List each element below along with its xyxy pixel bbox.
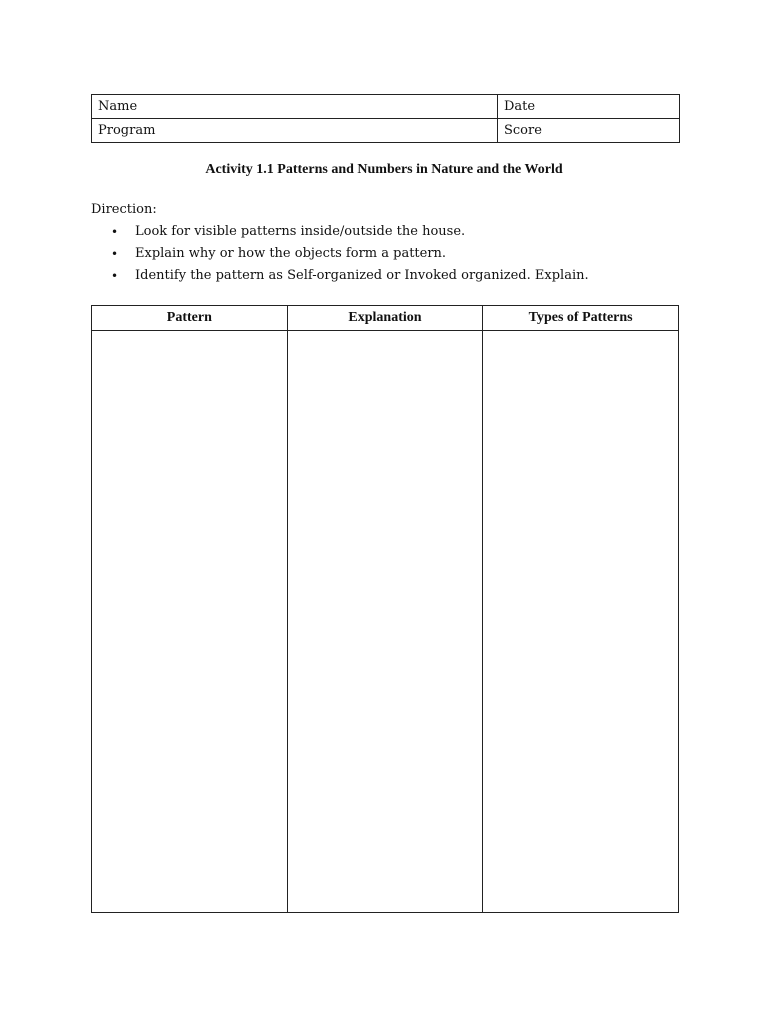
direction-item bbox=[91, 268, 589, 290]
info-row bbox=[92, 119, 680, 143]
direction-item-text: Identify the pattern as Self-organized or Invoked organized. Explain. bbox=[135, 268, 589, 283]
column-header-pattern: Pattern bbox=[92, 306, 288, 331]
explanation-cell[interactable] bbox=[287, 331, 483, 913]
direction-label: Direction: bbox=[91, 202, 157, 217]
direction-item-text: Explain why or how the objects form a pattern. bbox=[135, 246, 447, 261]
table-header-row bbox=[92, 306, 679, 331]
column-header-explanation: Explanation bbox=[287, 306, 483, 331]
direction-item bbox=[91, 224, 589, 246]
bullet-icon: • bbox=[111, 247, 119, 261]
bullet-icon: • bbox=[111, 225, 119, 239]
info-row bbox=[92, 95, 680, 119]
types-cell[interactable] bbox=[483, 331, 679, 913]
activity-title: Activity 1.1 Patterns and Numbers in Nature and the World bbox=[205, 162, 563, 177]
direction-item-text: Look for visible patterns inside/outside the house. bbox=[135, 224, 466, 239]
pattern-cell[interactable] bbox=[92, 331, 288, 913]
pattern-table bbox=[91, 305, 679, 913]
bullet-icon: • bbox=[111, 269, 119, 283]
direction-list bbox=[91, 224, 589, 290]
program-field[interactable]: Program bbox=[92, 119, 498, 143]
column-header-types: Types of Patterns bbox=[483, 306, 679, 331]
table-row bbox=[92, 331, 679, 913]
score-field[interactable]: Score bbox=[498, 119, 680, 143]
direction-item bbox=[91, 246, 589, 268]
name-field[interactable]: Name bbox=[92, 95, 498, 119]
student-info-table bbox=[91, 94, 680, 143]
date-field[interactable]: Date bbox=[498, 95, 680, 119]
